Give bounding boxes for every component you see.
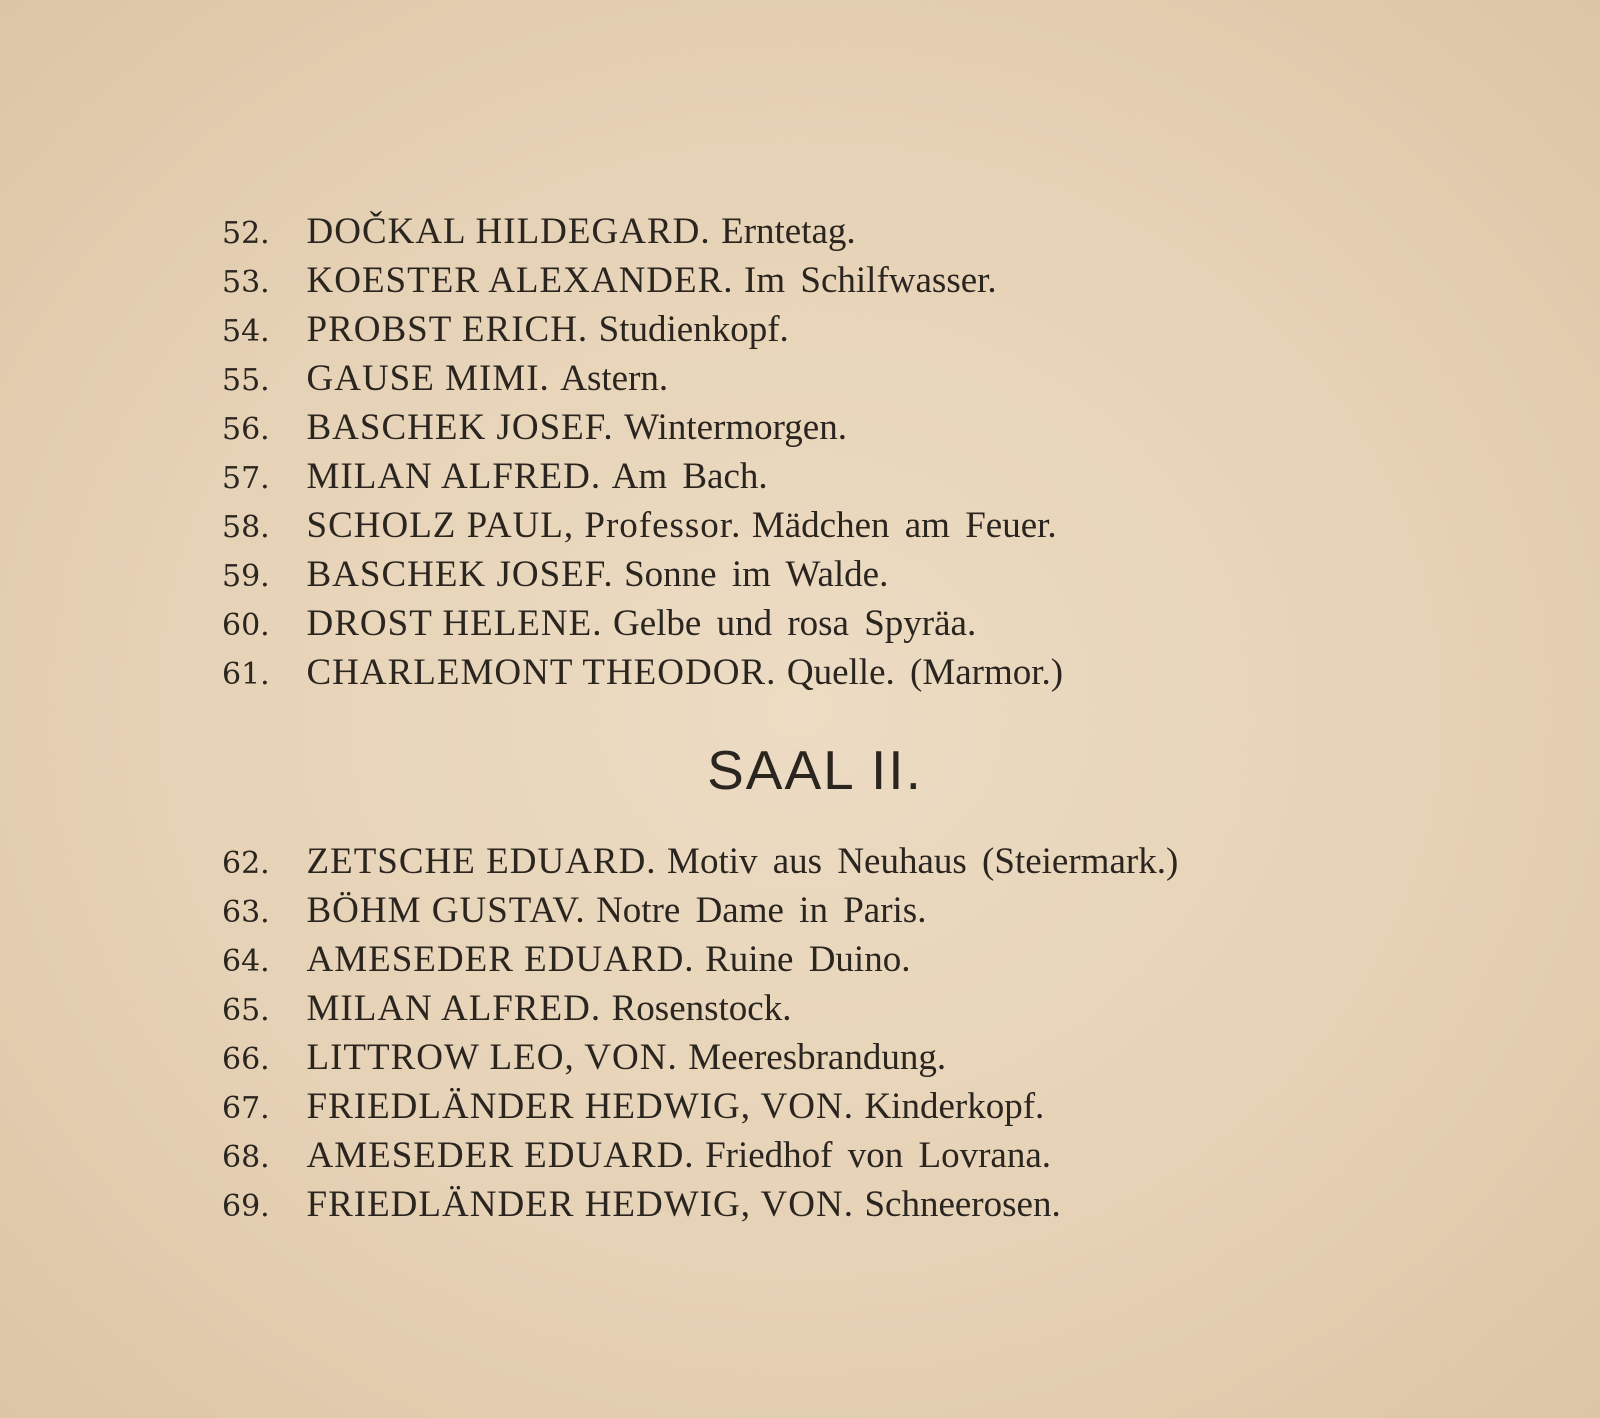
entry-title: Notre Dame in Paris.: [596, 890, 927, 931]
entry-artist: FRIEDLÄNDER HEDWIG, VON.: [306, 1184, 854, 1225]
entry-number: 63.: [222, 895, 270, 930]
catalog-entry: [222, 1180, 1178, 1229]
catalog-entry: [222, 354, 1063, 403]
catalog-entry: [222, 935, 1178, 984]
entry-title: Rosenstock.: [611, 988, 792, 1029]
entry-artist: MILAN ALFRED.: [306, 456, 602, 497]
entry-artist: MILAN ALFRED.: [306, 988, 602, 1029]
entry-title: Studienkopf.: [598, 309, 789, 350]
entry-title: Sonne im Walde.: [624, 554, 889, 595]
entry-artist: SCHOLZ PAUL, Professor.: [306, 505, 742, 546]
entry-number: 59.: [222, 559, 270, 594]
catalog-entry: [222, 256, 1063, 305]
entry-artist: KOESTER ALEXANDER.: [306, 260, 734, 301]
entry-title: Friedhof von Lovrana.: [705, 1135, 1052, 1176]
entry-number: 60.: [222, 608, 270, 643]
entry-number: 66.: [222, 1042, 270, 1077]
entry-number: 56.: [222, 412, 270, 447]
catalog-entry: [222, 1033, 1178, 1082]
entry-artist: DROST HELENE.: [306, 603, 603, 644]
entry-list-section-1: [222, 207, 1063, 697]
entry-artist: GAUSE MIMI.: [306, 358, 550, 399]
entry-title: Motiv aus Neuhaus (Steiermark.): [667, 841, 1179, 882]
entry-artist: FRIEDLÄNDER HEDWIG, VON.: [306, 1086, 854, 1127]
entry-artist: BÖHM GUSTAV.: [306, 890, 586, 931]
entry-number: 62.: [222, 846, 270, 881]
entry-title: Gelbe und rosa Spyräa.: [612, 603, 977, 644]
entry-number: 52.: [222, 216, 270, 251]
entry-artist: CHARLEMONT THEODOR.: [306, 652, 777, 693]
catalog-entry: [222, 550, 1063, 599]
entry-number: 57.: [222, 461, 270, 496]
entry-title: Wintermorgen.: [624, 407, 847, 448]
catalog-entry: [222, 984, 1178, 1033]
catalog-entry: [222, 403, 1063, 452]
entry-number: 67.: [222, 1091, 270, 1126]
catalog-entry: [222, 648, 1063, 697]
entry-title: Am Bach.: [611, 456, 768, 497]
entry-number: 55.: [222, 363, 270, 398]
entry-number: 53.: [222, 265, 270, 300]
catalog-entry: [222, 837, 1178, 886]
entry-number: 58.: [222, 510, 270, 545]
catalog-entry: [222, 1082, 1178, 1131]
catalog-entry: [222, 886, 1178, 935]
catalog-entry: [222, 1131, 1178, 1180]
entry-artist: DOČKAL HILDEGARD.: [306, 211, 711, 252]
entry-artist: BASCHEK JOSEF.: [306, 407, 614, 448]
entry-title: Astern.: [560, 358, 669, 399]
section-heading: SAAL II.: [707, 739, 923, 801]
catalog-entry: [222, 305, 1063, 354]
catalog-entry: [222, 207, 1063, 256]
entry-list-section-2: [222, 837, 1178, 1229]
entry-number: 64.: [222, 944, 270, 979]
entry-number: 65.: [222, 993, 270, 1028]
entry-number: 54.: [222, 314, 270, 349]
entry-title: Erntetag.: [721, 211, 856, 252]
entry-artist: AMESEDER EDUARD.: [306, 939, 695, 980]
catalog-entry: [222, 501, 1063, 550]
entry-title: Quelle. (Marmor.): [786, 652, 1064, 693]
entry-number: 68.: [222, 1140, 270, 1175]
entry-number: 61.: [222, 657, 270, 692]
entry-artist: BASCHEK JOSEF.: [306, 554, 614, 595]
entry-artist: ZETSCHE EDUARD.: [306, 841, 657, 882]
catalog-entry: [222, 599, 1063, 648]
entry-title: Meeresbrandung.: [688, 1037, 947, 1078]
catalog-entry: [222, 452, 1063, 501]
entry-title: Schneerosen.: [864, 1184, 1061, 1225]
entry-artist: AMESEDER EDUARD.: [306, 1135, 695, 1176]
entry-number: 69.: [222, 1189, 270, 1224]
entry-title: Mädchen am Feuer.: [751, 505, 1057, 546]
entry-title: Ruine Duino.: [705, 939, 911, 980]
entry-artist: PROBST ERICH.: [306, 309, 589, 350]
entry-title: Kinderkopf.: [864, 1086, 1045, 1127]
entry-title: Im Schilfwasser.: [744, 260, 997, 301]
entry-artist: LITTROW LEO, VON.: [306, 1037, 678, 1078]
